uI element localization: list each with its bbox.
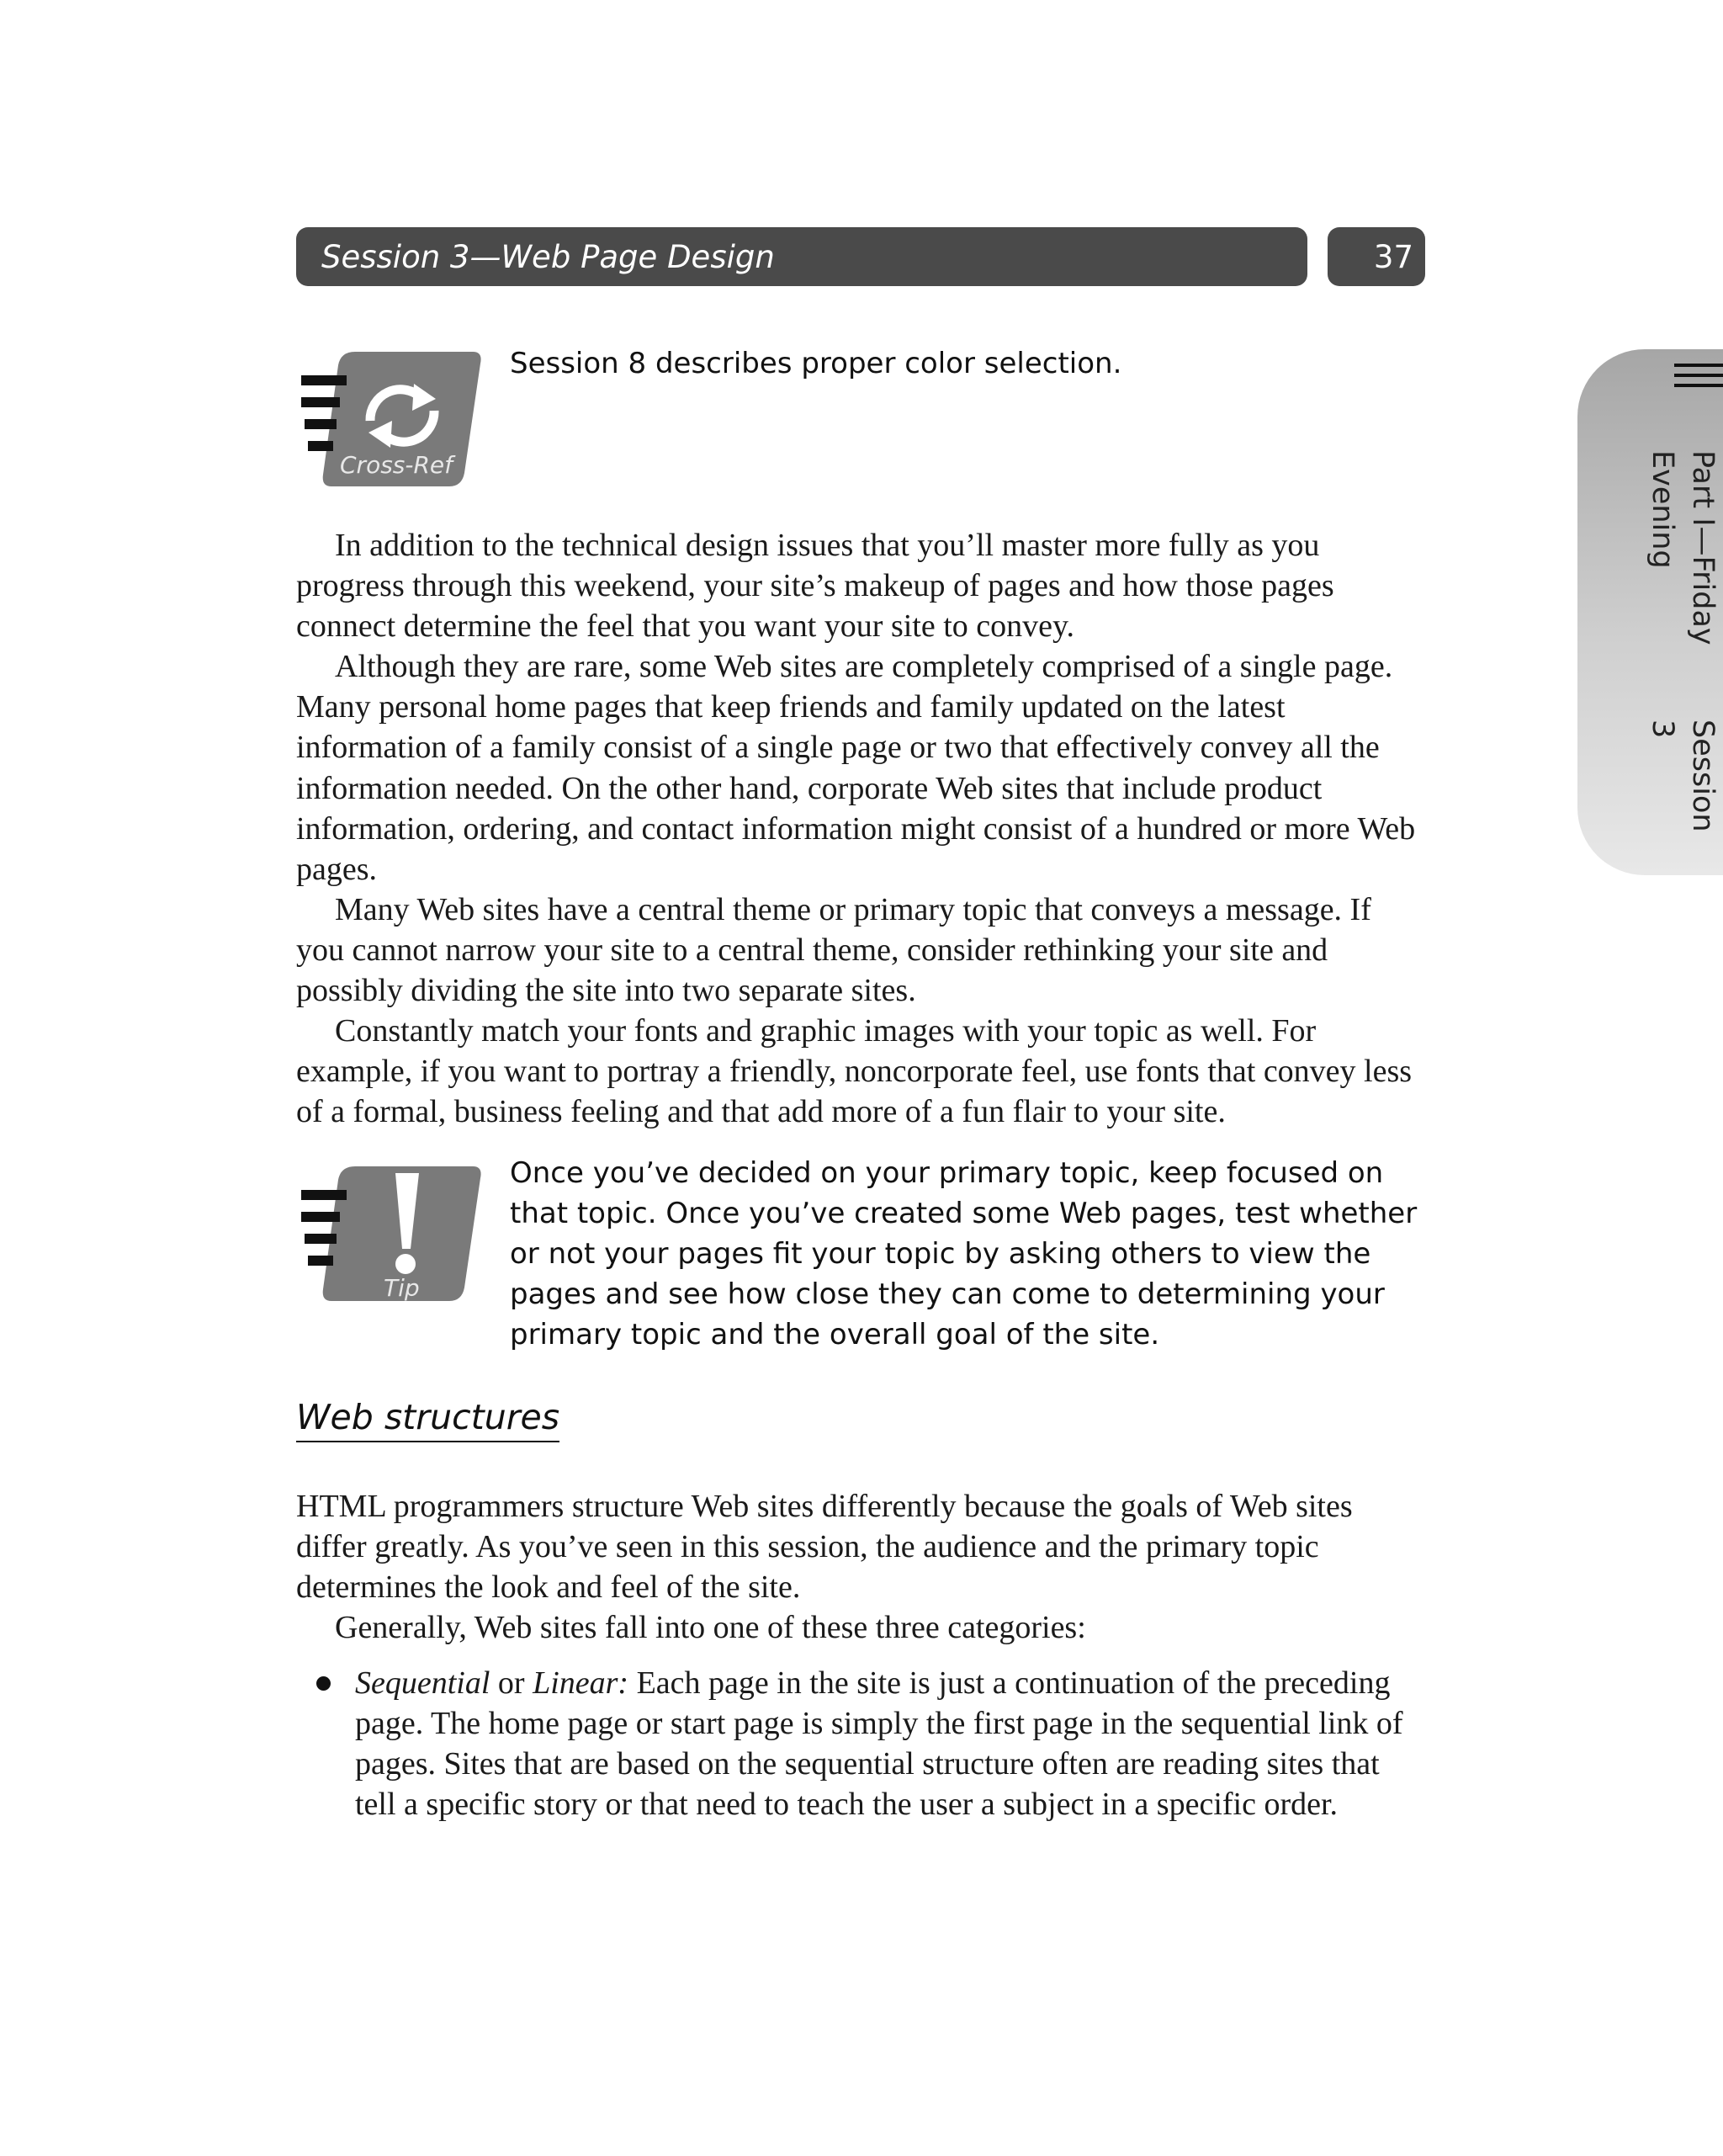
crossref-icon bbox=[296, 347, 481, 491]
side-tab-part: Part I—Friday Evening bbox=[1646, 450, 1720, 645]
paragraph: Generally, Web sites fall into one of these three categories: bbox=[335, 1610, 1086, 1646]
page-number-box bbox=[1328, 227, 1425, 286]
bullet-icon bbox=[316, 1676, 331, 1691]
crossref-icon-label: Cross-Ref bbox=[340, 451, 453, 479]
running-header bbox=[296, 227, 1307, 286]
page-number: 37 bbox=[1373, 238, 1413, 275]
section-body bbox=[296, 1486, 1425, 1648]
section-heading: Web structures bbox=[296, 1397, 559, 1442]
category-list bbox=[296, 1663, 1425, 1824]
crossref-note: Session 8 describes proper color selection. bbox=[510, 347, 1122, 380]
tip-icon-label: Tip bbox=[384, 1274, 420, 1302]
bullet-term: Sequential bbox=[355, 1665, 490, 1701]
paragraph: In addition to the technical design issues that you’ll master more fully as you progress through this weekend, your site’s makeup of pages and how those pages connect determine the feel that you want your site to convey. bbox=[296, 528, 1334, 645]
paragraph: Although they are rare, some Web sites are completely comprised of a single page. Many personal home pages that keep friends and family updated on the latest information of a family consist of a single page or two that effectively convey all the information needed. On the other hand, corporate Web sites that include product information, ordering, and contact information might consist of a hundred or more Web pages. bbox=[296, 649, 1416, 887]
side-tab-text bbox=[1577, 450, 1723, 837]
bullet-term: Linear: bbox=[533, 1665, 629, 1701]
paragraph: HTML programmers structure Web sites differently because the goals of Web sites differ greatly. As you’ve seen in this session, the audience and the primary topic determines the look and feel of the site. bbox=[296, 1489, 1353, 1606]
side-tab-lines bbox=[1674, 364, 1723, 394]
tip-icon bbox=[296, 1161, 481, 1306]
paragraph: Constantly match your fonts and graphic images with your topic as well. For example, if you want to portray a friendly, noncorporate feel, use fonts that convey less of a formal, business feeling and that add more of a fun flair to your site. bbox=[296, 1013, 1413, 1130]
bullet-text: Each page in the site is just a continuation of the preceding page. The home page or start page is simply the first page in the sequential link of pages. Sites that are based on the sequential structure often are reading sites that tell a specific story or that need to teach the user a subject in a specific order. bbox=[355, 1665, 1403, 1823]
tip-note: Once you’ve decided on your primary topic, keep focused on that topic. Once you’ve created some Web pages, test whether or not your pages fit your topic by asking others to view the pages and see how close they can come to determining your primary topic and the overall goal of the site. bbox=[510, 1156, 1418, 1351]
side-tab-session: Session 3 bbox=[1646, 720, 1720, 833]
body-text bbox=[296, 525, 1425, 1132]
paragraph: Many Web sites have a central theme or primary topic that conveys a message. If you cannot narrow your site to a central theme, consider rethinking your site and possibly dividing the site into two separate sites. bbox=[296, 891, 1371, 1009]
bullet-joiner: or bbox=[490, 1665, 533, 1701]
running-header-title: Session 3—Web Page Design bbox=[321, 238, 775, 275]
list-item bbox=[296, 1663, 1425, 1824]
